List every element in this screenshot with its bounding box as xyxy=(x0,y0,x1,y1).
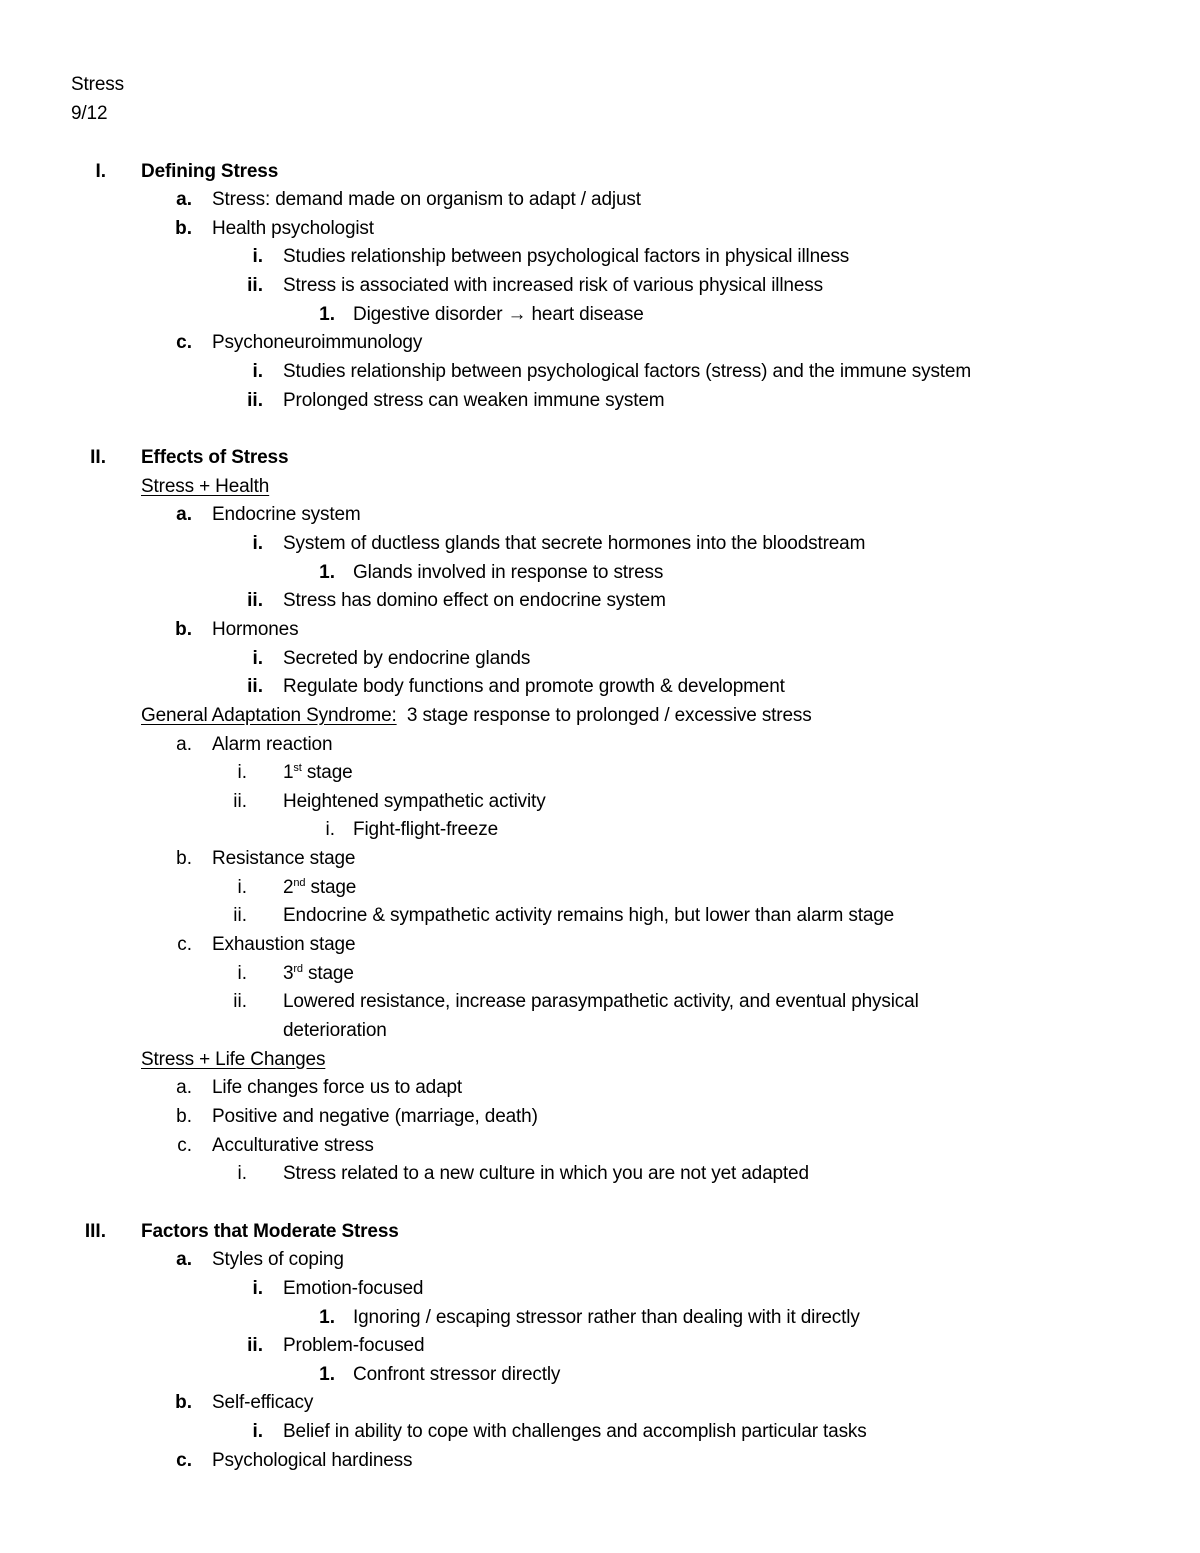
list-marker: b. xyxy=(175,1392,192,1414)
section-heading xyxy=(141,1218,399,1247)
list-marker: a. xyxy=(176,733,192,755)
list-item-text xyxy=(212,186,641,215)
list-marker: ii. xyxy=(233,905,247,927)
list-marker: a. xyxy=(176,1249,192,1271)
line-text: deterioration xyxy=(283,1020,387,1041)
line-text: Hormones xyxy=(212,618,299,640)
line-text: Psychological hardiness xyxy=(212,1449,413,1471)
list-item-text xyxy=(212,1246,344,1275)
list-marker: ii. xyxy=(247,676,263,698)
line-text: Health psychologist xyxy=(212,217,374,239)
document-date: 9/12 xyxy=(71,103,108,124)
line-text: Endocrine & sympathetic activity remains high, but lower than alarm stage xyxy=(283,905,895,927)
list-marker: i. xyxy=(237,762,247,784)
subheading xyxy=(141,473,269,502)
subheading xyxy=(141,702,812,731)
line-text: Emotion-focused xyxy=(283,1277,424,1299)
section-heading xyxy=(141,158,278,187)
document-title: Stress xyxy=(71,74,124,95)
list-marker: i. xyxy=(252,361,263,383)
list-item-text xyxy=(353,559,663,588)
list-item-text xyxy=(212,616,298,645)
subheading xyxy=(141,1046,325,1075)
list-marker: 1. xyxy=(319,303,335,325)
list-marker: ii. xyxy=(247,1335,263,1357)
list-marker: i. xyxy=(237,876,247,898)
list-item-text xyxy=(283,587,666,616)
list-marker: b. xyxy=(176,848,192,870)
list-marker: i. xyxy=(237,962,247,984)
list-marker: III. xyxy=(84,1220,106,1242)
list-marker: ii. xyxy=(247,389,263,411)
list-marker: a. xyxy=(176,1077,192,1099)
line-text: Secreted by endocrine glands xyxy=(283,647,531,669)
list-item-text xyxy=(353,1361,560,1390)
line-text-after-suffix: stage xyxy=(302,962,354,984)
list-item-text xyxy=(353,816,498,845)
list-item-text xyxy=(283,1017,387,1046)
list-item-text xyxy=(283,960,354,989)
line-text: Prolonged stress can weaken immune system xyxy=(283,389,665,411)
line-text: Styles of coping xyxy=(212,1249,344,1271)
line-text: Belief in ability to cope with challenges and accomplish particular tasks xyxy=(283,1421,867,1443)
list-item-text xyxy=(212,1389,313,1418)
list-item-text xyxy=(212,845,355,874)
list-marker: i. xyxy=(237,1163,247,1185)
list-item-text xyxy=(212,931,355,960)
list-item-text xyxy=(283,272,823,301)
list-item-text xyxy=(212,1103,538,1132)
list-item-text xyxy=(283,645,530,674)
list-item-text xyxy=(212,501,361,530)
line-text: Stress + Health xyxy=(141,475,270,497)
list-marker: ii. xyxy=(233,790,247,812)
list-marker: i. xyxy=(252,246,263,268)
line-text: Endocrine system xyxy=(212,504,361,526)
line-text: Studies relationship between psychological factors in physical illness xyxy=(283,246,850,268)
line-text: Alarm reaction xyxy=(212,733,333,755)
list-item-text xyxy=(283,1160,809,1189)
list-marker: c. xyxy=(176,1449,192,1471)
list-marker: 1. xyxy=(319,1306,335,1328)
line-text: Factors that Moderate Stress xyxy=(141,1220,399,1242)
list-marker: i. xyxy=(325,819,335,841)
line-text: Confront stressor directly xyxy=(353,1363,561,1385)
list-item-text xyxy=(353,1304,860,1333)
list-item-text xyxy=(283,673,785,702)
list-marker: c. xyxy=(177,1134,192,1156)
line-text: Life changes force us to adapt xyxy=(212,1077,463,1099)
list-item-text xyxy=(283,358,971,387)
list-item-text xyxy=(283,874,356,903)
list-marker: ii. xyxy=(247,590,263,612)
section-heading xyxy=(141,444,288,473)
line-text: Effects of Stress xyxy=(141,447,289,468)
list-marker: b. xyxy=(175,217,192,239)
list-marker: a. xyxy=(176,504,192,526)
list-marker: a. xyxy=(176,189,192,211)
line-text: Problem-focused xyxy=(283,1335,425,1357)
line-text-after-suffix: stage xyxy=(305,876,357,898)
line-text: Self-efficacy xyxy=(212,1392,314,1414)
list-marker: c. xyxy=(177,934,192,956)
list-item-text xyxy=(353,301,644,330)
line-text: Stress has domino effect on endocrine system xyxy=(283,590,666,612)
list-item-text xyxy=(283,988,919,1017)
list-item-text xyxy=(212,1447,412,1476)
line-text: System of ductless glands that secrete hormones into the bloodstream xyxy=(283,532,866,554)
list-item-text xyxy=(283,902,894,931)
line-text: Studies relationship between psychological factors (stress) and the immune system xyxy=(283,361,972,383)
subheading-description: 3 stage response to prolonged / excessive stress xyxy=(396,704,812,726)
ordinal-suffix: rd xyxy=(293,962,303,975)
list-marker: i. xyxy=(252,1277,263,1299)
list-item-text xyxy=(212,1074,462,1103)
line-text: Regulate body functions and promote growth & development xyxy=(283,676,785,698)
line-text: Psychoneuroimmunology xyxy=(212,332,423,354)
line-text: Glands involved in response to stress xyxy=(353,561,664,583)
line-text: 3 xyxy=(283,962,294,984)
list-marker: 1. xyxy=(319,1363,335,1385)
list-marker: ii. xyxy=(233,991,247,1013)
line-text-after-suffix: stage xyxy=(301,762,353,784)
list-item-text xyxy=(212,329,422,358)
list-item-text xyxy=(283,1332,424,1361)
line-text: Stress + Life Changes xyxy=(141,1048,326,1070)
line-text: Stress: demand made on organism to adapt / adjust xyxy=(212,189,641,211)
line-text: Defining Stress xyxy=(141,160,279,182)
list-marker: i. xyxy=(252,647,263,669)
list-item-text xyxy=(283,530,865,559)
list-item-text xyxy=(283,788,546,817)
list-marker: b. xyxy=(175,618,192,640)
ordinal-suffix: st xyxy=(293,762,302,775)
line-text: Resistance stage xyxy=(212,848,356,870)
list-marker: i. xyxy=(252,532,263,554)
list-marker: b. xyxy=(176,1105,192,1127)
line-text: Fight-flight-freeze xyxy=(353,819,498,841)
list-item-text xyxy=(283,759,353,788)
line-text: Positive and negative (marriage, death) xyxy=(212,1105,538,1127)
line-text: Exhaustion stage xyxy=(212,934,356,956)
list-marker: i. xyxy=(252,1421,263,1443)
line-text: Heightened sympathetic activity xyxy=(283,790,546,812)
list-item-text xyxy=(212,1132,374,1161)
list-item-text xyxy=(212,731,332,760)
list-marker: 1. xyxy=(319,561,335,583)
list-item-text xyxy=(283,387,664,416)
line-text: 1 xyxy=(283,762,294,784)
list-marker: c. xyxy=(176,332,192,354)
list-item-text xyxy=(283,1418,867,1447)
list-marker: II. xyxy=(90,447,106,468)
list-item-text xyxy=(212,215,374,244)
list-marker: ii. xyxy=(247,275,263,297)
line-text: Stress related to a new culture in which you are not yet adapted xyxy=(283,1163,809,1185)
line-text: Stress is associated with increased risk of various physical illness xyxy=(283,275,823,297)
list-item-text xyxy=(283,243,849,272)
ordinal-suffix: nd xyxy=(293,876,306,889)
list-item-text xyxy=(283,1275,423,1304)
list-marker: I. xyxy=(95,160,106,182)
line-text: Digestive disorder → heart disease xyxy=(353,303,644,325)
line-text: 2 xyxy=(283,876,294,898)
line-text: Ignoring / escaping stressor rather than dealing with it directly xyxy=(353,1306,860,1328)
line-text: General Adaptation Syndrome: xyxy=(141,704,397,726)
arrow-right-icon: → xyxy=(507,303,527,325)
line-text: Acculturative stress xyxy=(212,1134,374,1156)
line-text: Lowered resistance, increase parasympathetic activity, and eventual physical xyxy=(283,991,919,1013)
